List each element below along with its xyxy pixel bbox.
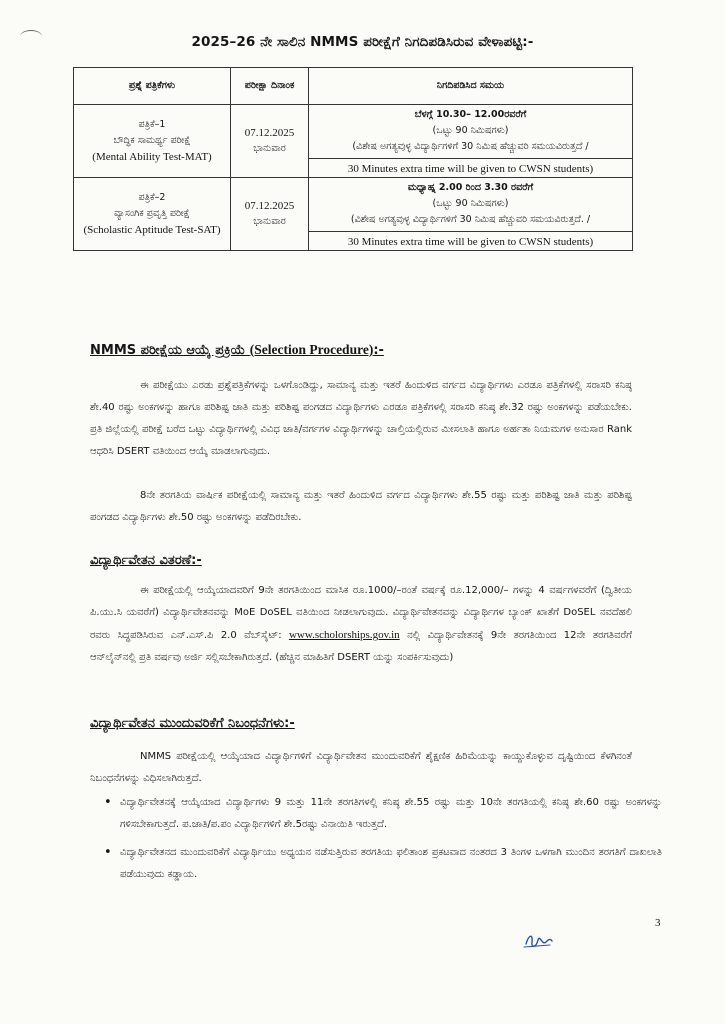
extra-time-en: 30 Minutes extra time will be given to CWSN students)	[309, 158, 632, 177]
exam-time: ಬೆಳಗ್ಗೆ 10.30– 12.00ರವರೆಗೆ	[414, 109, 527, 120]
distribution-paragraph	[90, 580, 632, 669]
page-number: 3	[655, 917, 661, 929]
continuation-heading: ವಿದ್ಯಾರ್ಥಿವೇತನ ಮುಂದುವರಿಕೆಗೆ ನಿಬಂಧನೆಗಳು:-	[90, 716, 295, 731]
paper-cell	[74, 178, 231, 251]
exam-day: ಭಾನುವಾರ	[253, 216, 286, 227]
schedule-header-row	[74, 68, 633, 105]
extra-time-kn: (ವಿಶೇಷ ಅಗತ್ಯವುಳ್ಳ ವಿದ್ಯಾರ್ಥಿಗಳಿಗೆ 30 ನಿಮಿಷ ಹೆಚ್ಚುವರಿ ಸಮಯವಿರುತ್ತದೆ /	[352, 141, 589, 152]
schedule-row-paper-1	[74, 105, 633, 178]
condition-item: • ವಿದ್ಯಾರ್ಥಿವೇತನಕ್ಕೆ ಆಯ್ಕೆಯಾದ ವಿದ್ಯಾರ್ಥಿಗಳು 9 ಮತ್ತು 11ನೇ ತರಗತಿಗಳಲ್ಲಿ ಕನಿಷ್ಠ ಶೇ.55 ರಷ್ಟು ಮತ್ತು 10ನೇ ತರಗತಿಯಲ್ಲಿ ಕನಿಷ್ಠ ಶೇ.60 ರಷ್ಟು ಅಂಕಗಳನ್ನು ಗಳಿಸಬೇಕಾಗುತ್ತದೆ. ಪ.ಜಾತಿ/ಪ.ಪಂ ವಿದ್ಯಾರ್ಥಿಗಳಿಗೆ ಶೇ.5ರಷ್ಟು ವಿನಾಯಿತಿ ಇರುತ್ತದೆ.	[120, 792, 662, 836]
exam-day: ಭಾನುವಾರ	[253, 143, 286, 154]
distribution-heading: ವಿದ್ಯಾರ್ಥಿವೇತನ ವಿತರಣೆ:-	[90, 553, 202, 568]
distribution-text-before-link: ಈ ಪರೀಕ್ಷೆಯಲ್ಲಿ ಆಯ್ಕೆಯಾದವರಿಗೆ 9ನೇ ತರಗತಿಯಿಂದ ಮಾಸಿಕ ರೂ.1000/–ರಂತೆ ವರ್ಷಕ್ಕೆ ರೂ.12,000/– ಗಳನ್ನು 4 ವರ್ಷಗಳವರೆಗೆ (ದ್ವಿತೀಯ ಪಿ.ಯು.ಸಿ ಯವರೆಗೆ) ವಿದ್ಯಾರ್ಥಿವೇತನವನ್ನು MoE DoSEL ವತಿಯಿಂದ ನೀಡಲಾಗುವುದು. ವಿದ್ಯಾರ್ಥಿವೇತನವನ್ನು ವಿದ್ಯಾರ್ಥಿಗಳ ಬ್ಯಾಂಕ್ ಖಾತೆಗೆ DoSEL ನವದೆಹಲಿ ರವರು ಸಿದ್ಧಪಡಿಸಿರುವ ಎನ್.ಎಸ್.ಪಿ 2.0 ವೆಬ್‌ಸೈಟ್:	[90, 585, 632, 641]
paper-name-en: (Scholastic Aptitude Test-SAT)	[83, 224, 221, 236]
schedule-title: 2025–26 ನೇ ಸಾಲಿನ NMMS ಪರೀಕ್ಷೆಗೆ ನಿಗದಿಪಡಿಸಿರುವ ವೇಳಾಪಟ್ಟಿ:-	[191, 34, 534, 50]
exam-date: 07.12.2025	[244, 127, 295, 139]
header-exam-date: ಪರೀಕ್ಷಾ ದಿನಾಂಕ	[231, 68, 309, 105]
selection-paragraph-2: 8ನೇ ತರಗತಿಯ ವಾರ್ಷಿಕ ಪರೀಕ್ಷೆಯಲ್ಲಿ ಸಾಮಾನ್ಯ ಮತ್ತು ಇತರೆ ಹಿಂದುಳಿದ ವರ್ಗದ ವಿದ್ಯಾರ್ಥಿಗಳು ಶೇ.55 ರಷ್ಟು ಮತ್ತು ಪರಿಶಿಷ್ಟ ಜಾತಿ ಮತ್ತು ಪರಿಶಿಷ್ಟ ಪಂಗಡದ ವಿದ್ಯಾರ್ಥಿಗಳು ಶೇ.50 ರಷ್ಟು ಅಂಕಗಳನ್ನು ಪಡೆದಿರಬೇಕು.	[90, 490, 632, 523]
distribution-text-after-link: ನಲ್ಲಿ ವಿದ್ಯಾರ್ಥಿವೇತನಕ್ಕೆ 9ನೇ ತರಗತಿಯಿಂದ 12ನೇ ತರಗತಿವರೆಗೆ ಆನ್‌ಲೈನ್‌ನಲ್ಲಿ ಪ್ರತಿ ವರ್ಷವು ಅರ್ಜಿ ಸಲ್ಲಿಸಬೇಕಾಗಿರುತ್ತದೆ. (ಹೆಚ್ಚಿನ ಮಾಹಿತಿಗೆ DSERT ಯನ್ನು ಸಂಪರ್ಕಿಸುವುದು)	[90, 630, 632, 663]
exam-date: 07.12.2025	[244, 200, 295, 212]
selection-heading	[90, 342, 384, 358]
selection-heading-tail: :-	[373, 343, 384, 358]
header-question-papers: ಪ್ರಶ್ನೆ ಪತ್ರಿಕೆಗಳು	[74, 68, 231, 105]
date-cell	[231, 178, 309, 251]
paper-number: ಪತ್ರಿಕೆ–2	[138, 192, 166, 203]
selection-heading-en: (Selection Procedure)	[249, 342, 374, 357]
paper-name-en: (Mental Ability Test-MAT)	[92, 151, 212, 163]
signature-mark	[520, 928, 560, 952]
paper-number: ಪತ್ರಿಕೆ–1	[138, 119, 166, 130]
continuation-intro: NMMS ಪರೀಕ್ಷೆಯಲ್ಲಿ ಆಯ್ಕೆಯಾದ ವಿದ್ಯಾರ್ಥಿಗಳಿಗೆ ವಿದ್ಯಾರ್ಥಿವೇತನ ಮುಂದುವರಿಕೆಗೆ ಶೈಕ್ಷಣಿಕ ಹಿರಿಮೆಯನ್ನು ಕಾಯ್ದುಕೊಳ್ಳುವ ದೃಷ್ಟಿಯಿಂದ ಕೆಳಗಿನಂತೆ ನಿಬಂಧನೆಗಳನ್ನು ವಿಧಿಸಲಾಗಿರುತ್ತದೆ.	[90, 751, 632, 784]
date-cell	[231, 105, 309, 178]
condition-item: • ವಿದ್ಯಾರ್ಥಿವೇತನದ ಮುಂದುವರಿಕೆಗೆ ವಿದ್ಯಾರ್ಥಿಯು ಅಧ್ಯಯನ ನಡೆಸುತ್ತಿರುವ ತರಗತಿಯ ಫಲಿತಾಂಶ ಪ್ರಕಟವಾದ ನಂತರದ 3 ತಿಂಗಳ ಒಳಗಾಗಿ ಮುಂದಿನ ತರಗತಿಗೆ ದಾಖಲಾತಿ ಪಡೆಯುವುದು ಕಡ್ಡಾಯ.	[120, 842, 662, 886]
header-allotted-time: ನಿಗದಿಪಡಿಸಿದ ಸಮಯ	[309, 68, 633, 105]
paper-name-kn: ಬೌದ್ಧಿಕ ಸಾಮರ್ಥ್ಯ ಪರೀಕ್ಷೆ	[113, 135, 191, 146]
selection-heading-kn: NMMS ಪರೀಕ್ಷೆಯ ಆಯ್ಕೆ ಪ್ರಕ್ರಿಯೆ	[90, 343, 250, 358]
continuation-conditions-list	[90, 792, 662, 892]
paper-cell	[74, 105, 231, 178]
exam-duration: (ಒಟ್ಟು 90 ನಿಮಿಷಗಳು)	[432, 198, 509, 209]
schedule-row-paper-2	[74, 178, 633, 251]
extra-time-en: 30 Minutes extra time will be given to CWSN students)	[309, 231, 632, 250]
time-cell	[309, 105, 633, 178]
selection-paragraph-1: ಈ ಪರೀಕ್ಷೆಯು ಎರಡು ಪ್ರಶ್ನೆಪತ್ರಿಕೆಗಳನ್ನು ಒಳಗೊಂಡಿದ್ದು, ಸಾಮಾನ್ಯ ಮತ್ತು ಇತರೆ ಹಿಂದುಳಿದ ವರ್ಗದ ವಿದ್ಯಾರ್ಥಿಗಳು ಎರಡೂ ಪತ್ರಿಕೆಗಳಲ್ಲಿ ಸರಾಸರಿ ಕನಿಷ್ಠ ಶೇ.40 ರಷ್ಟು ಅಂಕಗಳನ್ನು ಹಾಗೂ ಪರಿಶಿಷ್ಟ ಜಾತಿ ಮತ್ತು ಪರಿಶಿಷ್ಟ ಪಂಗಡದ ವಿದ್ಯಾರ್ಥಿಗಳು ಎರಡೂ ಪತ್ರಿಕೆಗಳಲ್ಲಿ ಸರಾಸರಿ ಕನಿಷ್ಠ ಶೇ.32 ರಷ್ಟು ಅಂಕಗಳನ್ನು ಪಡೆಯಬೇಕು. ಪ್ರತಿ ಜಿಲ್ಲೆಯಲ್ಲಿ ಪರೀಕ್ಷೆ ಬರೆದ ಒಟ್ಟು ವಿದ್ಯಾರ್ಥಿಗಳಲ್ಲಿ ವಿವಿಧ ಜಾತಿ/ವರ್ಗಗಳ ವಿದ್ಯಾರ್ಥಿಗಳನ್ನು ಚಾಲ್ತಿಯಲ್ಲಿರುವ ಮೀಸಲಾತಿ ಹಾಗೂ ಅರ್ಹತಾ ನಿಯಮಗಳ ಅನುಸಾರ Rank ಆಧರಿಸಿ DSERT ವತಿಯಿಂದ ಆಯ್ಕೆ ಮಾಡಲಾಗುವುದು.	[90, 380, 632, 457]
extra-time-kn: (ವಿಶೇಷ ಅಗತ್ಯವುಳ್ಳ ವಿದ್ಯಾರ್ಥಿಗಳಿಗೆ 30 ನಿಮಿಷ ಹೆಚ್ಚುವರಿ ಸಮಯವಿರುತ್ತದೆ. /	[350, 214, 591, 225]
scholarship-website-link[interactable]: www.scholorships.gov.in	[288, 629, 400, 641]
paper-name-kn: ವ್ಯಾಸಂಗಿಕ ಪ್ರವೃತ್ತಿ ಪರೀಕ್ಷೆ	[114, 208, 190, 219]
time-cell	[309, 178, 633, 251]
exam-time: ಮಧ್ಯಾಹ್ನ 2.00 ರಿಂದ 3.30 ರವರೆಗೆ	[407, 182, 534, 193]
schedule-table	[73, 67, 633, 251]
exam-duration: (ಒಟ್ಟು 90 ನಿಮಿಷಗಳು)	[432, 125, 509, 136]
